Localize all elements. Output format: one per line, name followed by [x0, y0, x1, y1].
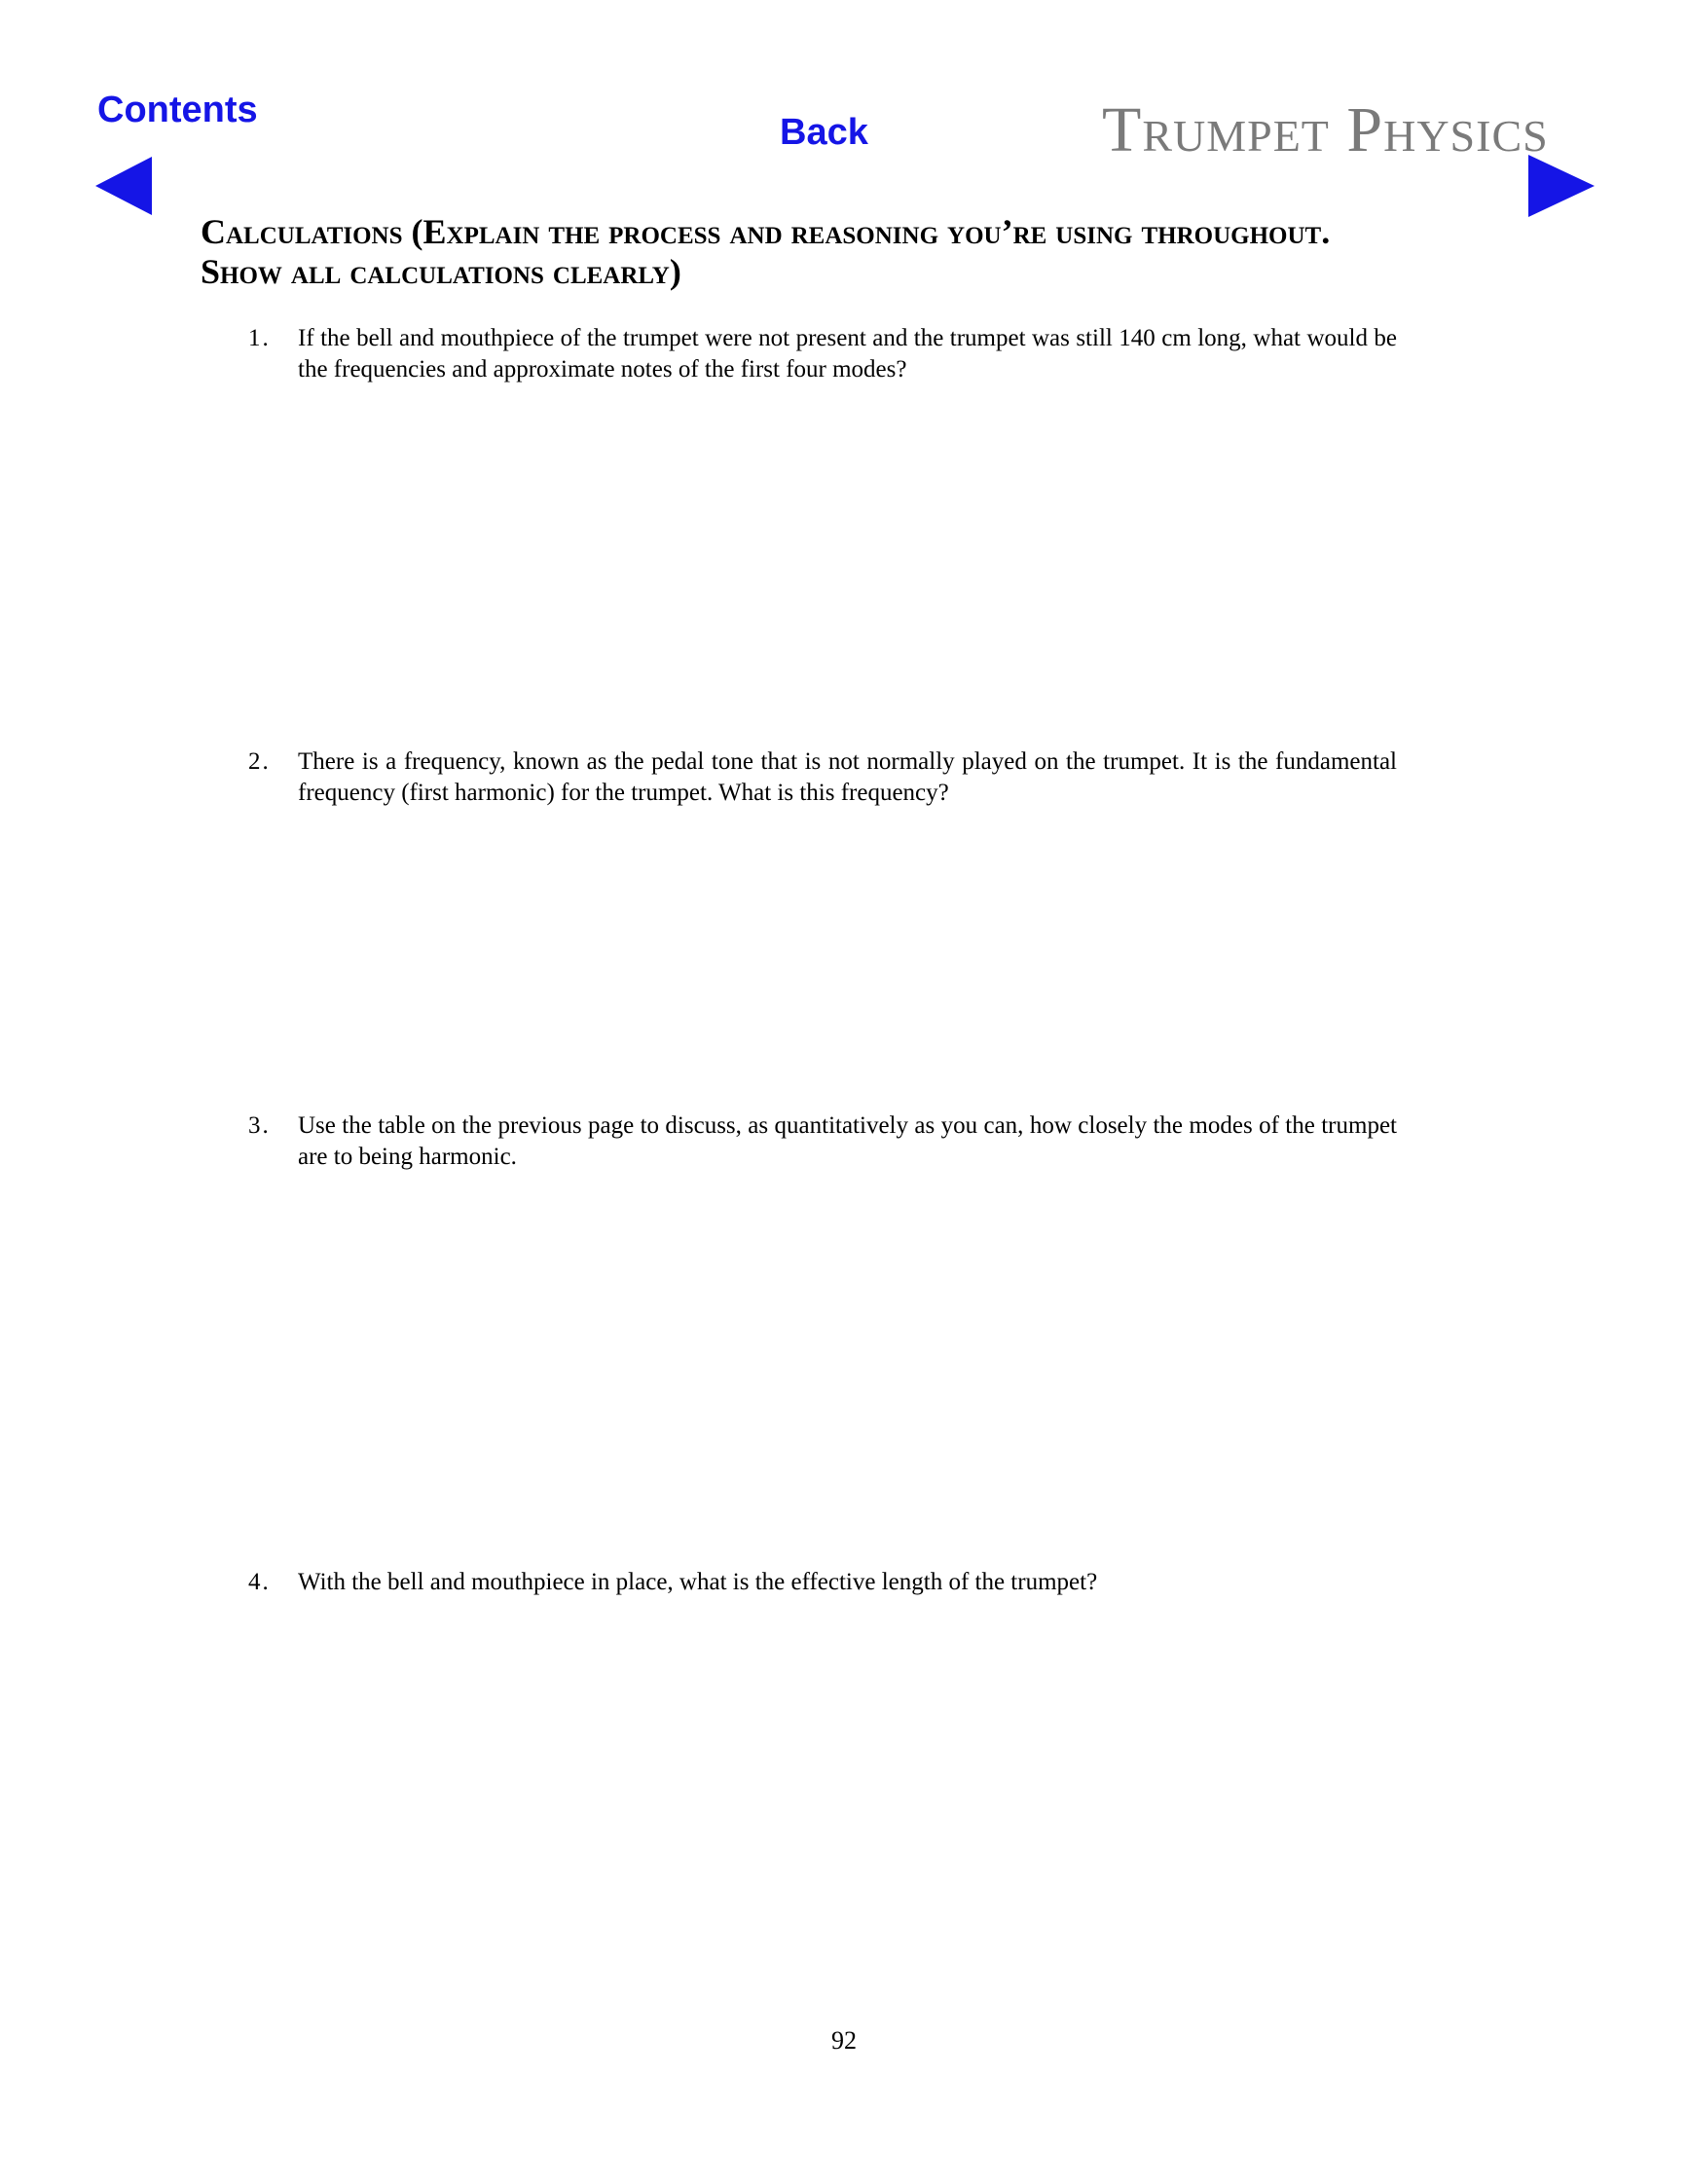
question-text: If the bell and mouthpiece of the trumpet were not present and the trumpet was still 140 cm long, what would be the frequencies and approximate notes of the first four modes? — [298, 325, 1397, 382]
section-heading: Calculations (Explain the process and reasoning you’re using throughout. Show all calculations clearly) — [201, 212, 1331, 291]
back-link[interactable]: Back — [780, 112, 868, 153]
question-number: 4. — [248, 1569, 271, 1595]
contents-link[interactable]: Contents — [97, 90, 258, 130]
question-item — [248, 746, 1397, 809]
left-arrow-icon[interactable] — [95, 157, 154, 215]
question-text: With the bell and mouthpiece in place, what is the effective length of the trumpet? — [298, 1569, 1098, 1595]
page-number: 92 — [831, 2026, 857, 2055]
question-number: 2. — [248, 748, 271, 775]
question-item — [248, 323, 1397, 385]
question-number: 3. — [248, 1112, 271, 1139]
question-number: 1. — [248, 325, 271, 351]
question-text: Use the table on the previous page to discuss, as quantitatively as you can, how closely the modes of the trumpet are to being harmonic. — [298, 1112, 1397, 1170]
page-header-title: Trumpet Physics — [1102, 94, 1549, 165]
question-text: There is a frequency, known as the pedal tone that is not normally played on the trumpet. It is the fundamental frequency (first harmonic) for the trumpet. What is this frequency? — [298, 748, 1397, 806]
question-item — [248, 1110, 1397, 1173]
question-item — [248, 1567, 1397, 1598]
